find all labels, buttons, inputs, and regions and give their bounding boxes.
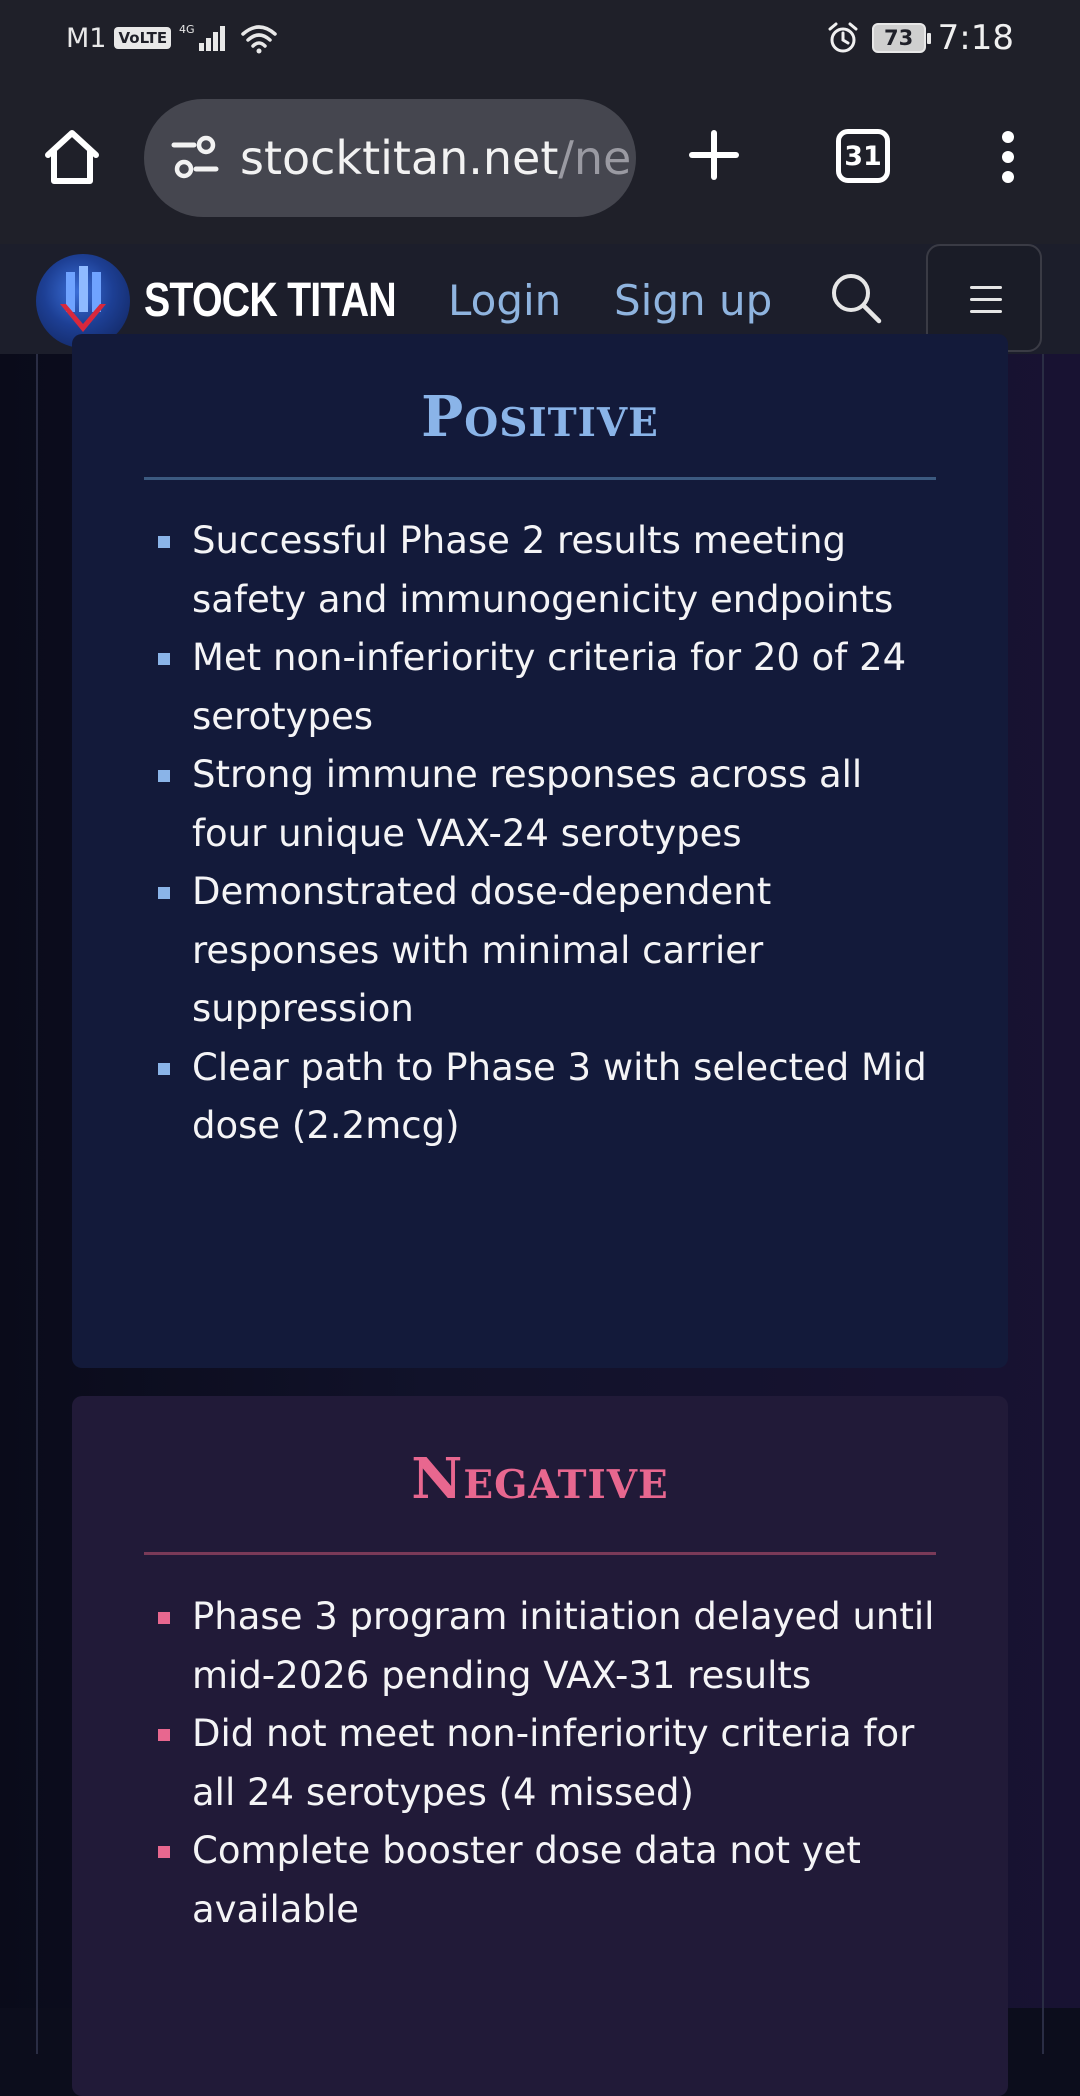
list-item-text: Complete booster dose data not yet available: [192, 1829, 861, 1931]
tabs-icon[interactable]: 31: [836, 129, 890, 183]
positive-divider: [144, 477, 936, 480]
list-item-text: Phase 3 program initiation delayed until mid-2026 pending VAX-31 results: [192, 1595, 935, 1697]
network-type-label: 4G: [179, 23, 195, 36]
bullet-icon: [158, 1063, 170, 1075]
url-domain: stocktitan.net: [240, 131, 559, 185]
list-item: [144, 512, 944, 629]
negative-title: Negative: [411, 1446, 669, 1512]
list-item: [144, 1039, 944, 1156]
site-settings-icon[interactable]: [170, 135, 220, 181]
bullet-icon: [158, 887, 170, 899]
hamburger-line: [970, 310, 1002, 313]
status-left: [66, 20, 279, 56]
list-item: [144, 746, 944, 863]
battery-icon: 73: [872, 23, 926, 53]
alarm-icon: [826, 21, 860, 55]
signup-link[interactable]: Sign up: [614, 276, 773, 325]
negative-list: [144, 1588, 944, 1939]
positive-list: [144, 512, 944, 1156]
list-item: [144, 1588, 944, 1705]
bullet-icon: [158, 1612, 170, 1624]
list-item-text: Strong immune responses across all four unique VAX-24 serotypes: [192, 753, 863, 855]
bullet-icon: [158, 536, 170, 548]
signal-icon: [179, 23, 231, 53]
list-item-text: Clear path to Phase 3 with selected Mid dose (2.2mcg): [192, 1045, 927, 1147]
negative-card: [72, 1396, 1008, 2096]
bullet-icon: [158, 770, 170, 782]
status-right: [826, 18, 1014, 58]
negative-divider: [144, 1552, 936, 1555]
list-item-text: Demonstrated dose-dependent responses with minimal carrier suppression: [192, 870, 772, 1030]
positive-card: [72, 334, 1008, 1368]
bullet-icon: [158, 653, 170, 665]
list-item-text: Met non-inferiority criteria for 20 of 24 serotypes: [192, 636, 907, 738]
plus-icon[interactable]: [686, 127, 742, 183]
search-icon[interactable]: [828, 270, 884, 326]
clock-time: 7:18: [937, 18, 1014, 58]
list-item: [144, 863, 944, 1039]
wifi-icon: [239, 22, 279, 54]
hamburger-line: [970, 298, 1002, 301]
list-item: [144, 1705, 944, 1822]
url-text[interactable]: [240, 99, 631, 217]
browser-toolbar: [0, 75, 1080, 244]
bullet-icon: [158, 1729, 170, 1741]
url-path: /ne: [558, 131, 632, 185]
list-item: [144, 1822, 944, 1939]
list-item-text: Did not meet non-inferiority criteria for all 24 serotypes (4 missed): [192, 1712, 915, 1814]
hamburger-line: [970, 286, 1002, 289]
positive-title: Positive: [421, 384, 659, 450]
home-icon[interactable]: [40, 125, 104, 189]
list-item-text: Successful Phase 2 results meeting safety and immunogenicity endpoints: [192, 519, 894, 621]
login-link[interactable]: Login: [448, 276, 562, 325]
list-item: [144, 629, 944, 746]
status-bar: [0, 0, 1080, 75]
volte-badge: VoLTE: [114, 27, 171, 49]
carrier-label: M1: [66, 22, 107, 54]
more-vert-icon[interactable]: [996, 127, 1020, 187]
address-bar[interactable]: [144, 99, 636, 217]
logo-text[interactable]: STOCK TITAN: [144, 274, 396, 327]
content-area: [0, 354, 1080, 2008]
bullet-icon: [158, 1846, 170, 1858]
